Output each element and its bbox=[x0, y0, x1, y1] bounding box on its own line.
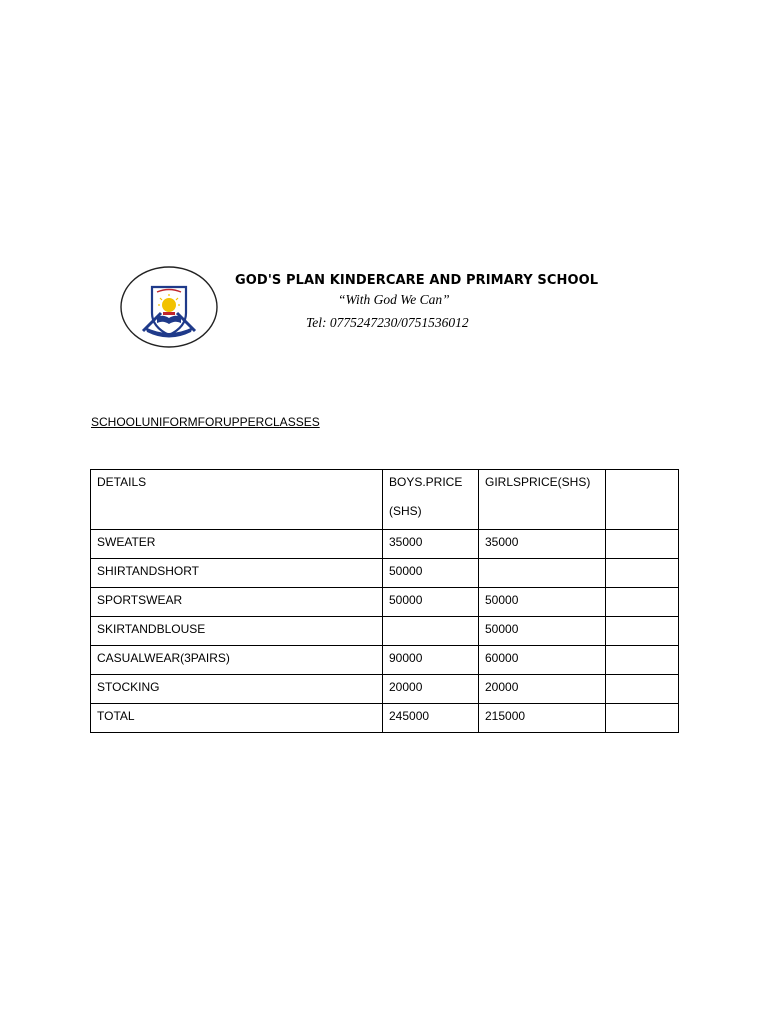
boys-price-cell: 50000 bbox=[383, 559, 479, 588]
girls-price-cell: 60000 bbox=[479, 646, 606, 675]
table-row-total bbox=[91, 704, 679, 733]
header-boys-unit: (SHS) bbox=[389, 504, 422, 518]
girls-price-cell: 50000 bbox=[479, 617, 606, 646]
empty-cell bbox=[606, 588, 679, 617]
girls-price-cell: 20000 bbox=[479, 675, 606, 704]
header-girls-label: GIRLSPRICE(SHS) bbox=[485, 475, 591, 489]
header-details bbox=[91, 470, 383, 530]
header-boys-label: BOYS.PRICE bbox=[389, 475, 463, 489]
girls-price-cell: 50000 bbox=[479, 588, 606, 617]
header-details-label: DETAILS bbox=[97, 475, 147, 489]
table-row bbox=[91, 588, 679, 617]
empty-cell bbox=[606, 617, 679, 646]
item-cell: SPORTSWEAR bbox=[91, 588, 383, 617]
girls-price-cell: 35000 bbox=[479, 530, 606, 559]
table-row bbox=[91, 559, 679, 588]
school-motto: “With God We Can” bbox=[338, 292, 450, 307]
item-cell: CASUALWEAR(3PAIRS) bbox=[91, 646, 383, 675]
header-girls-price bbox=[479, 470, 606, 530]
table-row bbox=[91, 530, 679, 559]
empty-cell bbox=[606, 559, 679, 588]
boys-price-cell: 20000 bbox=[383, 675, 479, 704]
empty-cell bbox=[606, 530, 679, 559]
girls-price-cell: 215000 bbox=[479, 704, 606, 733]
table-row bbox=[91, 675, 679, 704]
table-header-row bbox=[91, 470, 679, 530]
empty-cell bbox=[606, 675, 679, 704]
item-cell: SWEATER bbox=[91, 530, 383, 559]
school-logo bbox=[119, 265, 219, 349]
boys-price-cell: 245000 bbox=[383, 704, 479, 733]
girls-price-cell bbox=[479, 559, 606, 588]
boys-price-cell: 50000 bbox=[383, 588, 479, 617]
section-title: SCHOOLUNIFORMFORUPPERCLASSES bbox=[91, 415, 320, 429]
item-cell: TOTAL bbox=[91, 704, 383, 733]
header-extra bbox=[606, 470, 679, 530]
table-row bbox=[91, 617, 679, 646]
boys-price-cell: 35000 bbox=[383, 530, 479, 559]
boys-price-cell bbox=[383, 617, 479, 646]
item-cell: STOCKING bbox=[91, 675, 383, 704]
school-name: GOD'S PLAN KINDERCARE AND PRIMARY SCHOOL bbox=[235, 273, 599, 288]
header-boys-price bbox=[383, 470, 479, 530]
table-row bbox=[91, 646, 679, 675]
uniform-price-table bbox=[90, 469, 679, 733]
item-cell: SHIRTANDSHORT bbox=[91, 559, 383, 588]
item-cell: SKIRTANDBLOUSE bbox=[91, 617, 383, 646]
boys-price-cell: 90000 bbox=[383, 646, 479, 675]
empty-cell bbox=[606, 646, 679, 675]
school-telephone: Tel: 0775247230/0751536012 bbox=[306, 315, 469, 330]
empty-cell bbox=[606, 704, 679, 733]
